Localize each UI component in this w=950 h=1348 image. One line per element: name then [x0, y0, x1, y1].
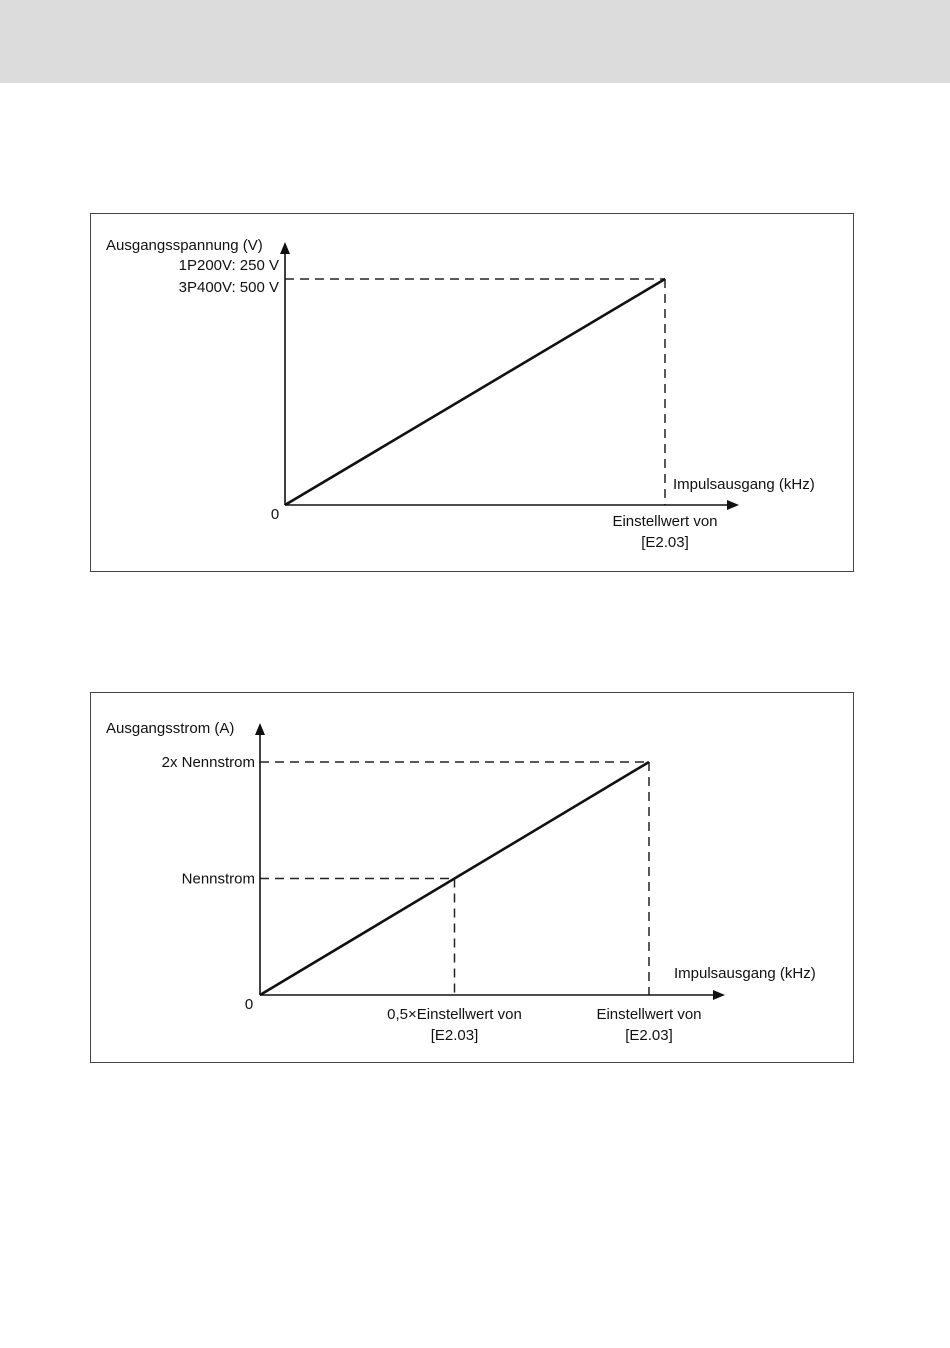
voltage-x-axis-label: Impulsausgang (kHz) [673, 476, 815, 493]
voltage-chart-frame [90, 213, 854, 572]
current-origin-label: 0 [244, 996, 254, 1013]
voltage-origin-label: 0 [270, 506, 280, 523]
current-chart [91, 693, 855, 1064]
current-x-tick-label: [E2.03] [625, 1027, 673, 1044]
current-x-tick-label: Einstellwert von [596, 1006, 702, 1023]
voltage-series-line [285, 279, 665, 505]
voltage-y-tick-label: 3P400V: 500 V [178, 279, 279, 296]
current-x-tick-label: [E2.03] [430, 1027, 479, 1044]
voltage-y-axis-label: Ausgangsspannung (V) [106, 237, 263, 254]
current-y-tick-label: Nennstrom [181, 870, 255, 888]
voltage-y-tick-label: 1P200V: 250 V [178, 257, 279, 274]
current-y-axis-label: Ausgangsstrom (A) [106, 720, 235, 737]
current-y-tick-label: 2x Nennstrom [161, 754, 255, 771]
current-y-axis-arrow [255, 723, 265, 735]
voltage-chart [91, 214, 855, 573]
current-x-axis-arrow [713, 990, 725, 1000]
voltage-x-axis-arrow [727, 500, 739, 510]
voltage-y-axis-arrow [280, 242, 290, 254]
voltage-x-tick-label: [E2.03] [641, 534, 689, 551]
current-chart-frame [90, 692, 854, 1063]
current-x-axis-label: Impulsausgang (kHz) [674, 965, 816, 982]
voltage-x-tick-label: Einstellwert von [612, 513, 718, 530]
page-header-band [0, 0, 950, 83]
current-x-tick-label: 0,5×Einstellwert von [387, 1006, 522, 1023]
